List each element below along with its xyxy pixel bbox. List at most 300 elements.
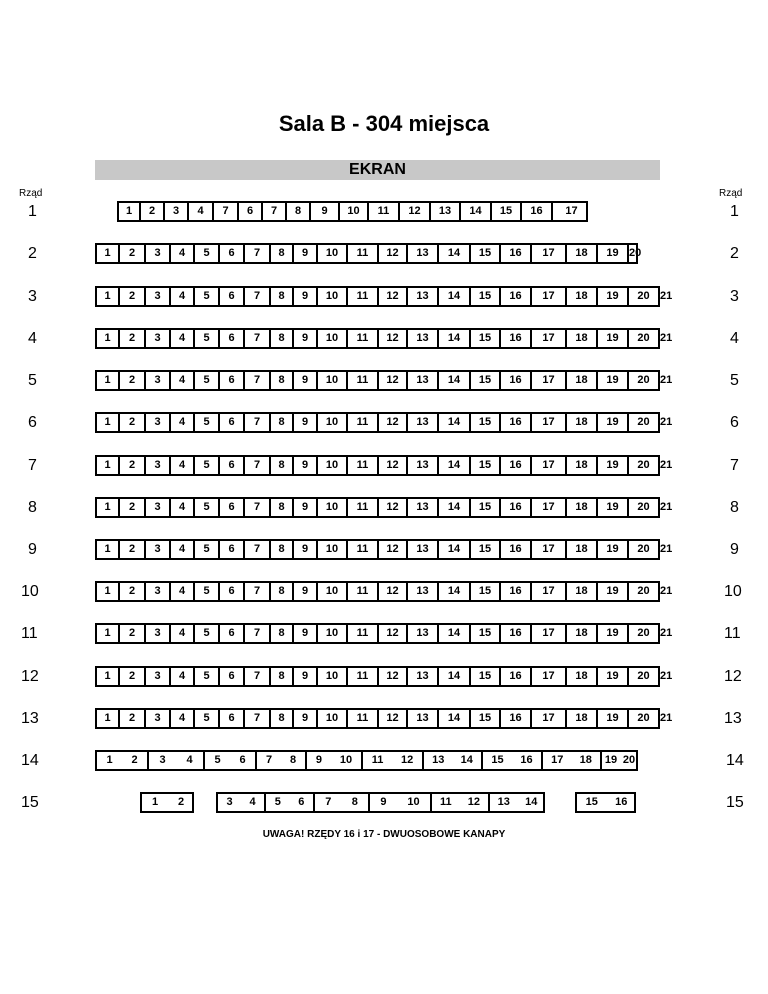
seat-5-5[interactable]: 5 [195, 372, 220, 389]
seat-3-1[interactable]: 1 [97, 288, 120, 305]
seat-6-3[interactable]: 3 [146, 414, 171, 431]
seat-9-7[interactable]: 7 [245, 541, 271, 558]
sofa-14-6[interactable] [363, 752, 424, 769]
seat-10-8[interactable]: 8 [271, 583, 294, 600]
row-label-right: 11 [724, 625, 741, 642]
seat-10-4[interactable]: 4 [171, 583, 195, 600]
seat-9-10[interactable]: 10 [318, 541, 348, 558]
seat-6-5[interactable]: 5 [195, 414, 220, 431]
seat-13-5[interactable]: 5 [195, 710, 220, 727]
seat-13-16[interactable]: 16 [501, 710, 532, 727]
seat-8-5[interactable]: 5 [195, 499, 220, 516]
seat-3-14[interactable]: 14 [439, 288, 471, 305]
seat-13-7[interactable]: 7 [245, 710, 271, 727]
seat-13-4[interactable]: 4 [171, 710, 195, 727]
seat-3-18[interactable]: 18 [567, 288, 598, 305]
seat-4-6[interactable]: 6 [220, 330, 245, 347]
seat-6-7[interactable]: 7 [245, 414, 271, 431]
seat-5-16[interactable]: 16 [501, 372, 532, 389]
seat-11-4[interactable]: 4 [171, 625, 195, 642]
seat-7-21[interactable]: 21 [660, 459, 673, 471]
seat-4-20[interactable]: 20 [629, 330, 660, 347]
seat-6-11[interactable]: 11 [348, 414, 379, 431]
seat-4-12[interactable]: 12 [379, 330, 408, 347]
sofa-15-1-2[interactable] [142, 794, 194, 811]
seat-1-13[interactable]: 13 [431, 203, 461, 220]
seat-1-16[interactable]: 16 [522, 203, 553, 220]
seat-6-20[interactable]: 20 [629, 414, 660, 431]
seat-10-9[interactable]: 9 [294, 583, 318, 600]
seat-9-1[interactable]: 1 [97, 541, 120, 558]
seat-10-17[interactable]: 17 [532, 583, 567, 600]
seat-9-3[interactable]: 3 [146, 541, 171, 558]
seat-8-21[interactable]: 21 [660, 501, 673, 513]
seat-10-18[interactable]: 18 [567, 583, 598, 600]
sofa-14-2[interactable] [149, 752, 205, 769]
seat-13-9[interactable]: 9 [294, 710, 318, 727]
seat-8-12[interactable]: 12 [379, 499, 408, 516]
sofa-15-5-6[interactable] [266, 794, 315, 811]
seat-7-9[interactable]: 9 [294, 457, 318, 474]
seat-13-6[interactable]: 6 [220, 710, 245, 727]
seat-12-21[interactable]: 21 [660, 670, 673, 682]
seat-11-21[interactable]: 21 [660, 627, 673, 639]
sofa-14-9[interactable] [543, 752, 602, 769]
sofa-14-4[interactable] [257, 752, 307, 769]
seat-3-6[interactable]: 6 [220, 288, 245, 305]
seat-11-10[interactable]: 10 [318, 625, 348, 642]
sofa-seat-number: 10 [339, 754, 353, 766]
seat-2-18[interactable]: 18 [567, 245, 598, 262]
seat-2-16[interactable]: 16 [501, 245, 532, 262]
seat-3-15[interactable]: 15 [471, 288, 501, 305]
sofa-15-7-8[interactable] [315, 794, 370, 811]
sofa-seat-number: 1 [106, 754, 113, 766]
seat-4-2[interactable]: 2 [120, 330, 146, 347]
seat-13-14[interactable]: 14 [439, 710, 471, 727]
seat-5-1[interactable]: 1 [97, 372, 120, 389]
seat-13-3[interactable]: 3 [146, 710, 171, 727]
seat-3-11[interactable]: 11 [348, 288, 379, 305]
seat-11-6[interactable]: 6 [220, 625, 245, 642]
seat-5-2[interactable]: 2 [120, 372, 146, 389]
seat-6-12[interactable]: 12 [379, 414, 408, 431]
seat-6-10[interactable]: 10 [318, 414, 348, 431]
seat-8-1[interactable]: 1 [97, 499, 120, 516]
seat-13-13[interactable]: 13 [408, 710, 439, 727]
seat-1-14[interactable]: 14 [461, 203, 492, 220]
seat-4-14[interactable]: 14 [439, 330, 471, 347]
seat-3-3[interactable]: 3 [146, 288, 171, 305]
seat-9-16[interactable]: 16 [501, 541, 532, 558]
seat-12-8[interactable]: 8 [271, 668, 294, 685]
seat-13-2[interactable]: 2 [120, 710, 146, 727]
seat-8-16[interactable]: 16 [501, 499, 532, 516]
seat-9-9[interactable]: 9 [294, 541, 318, 558]
seat-6-1[interactable]: 1 [97, 414, 120, 431]
seat-2-11[interactable]: 11 [348, 245, 379, 262]
seat-3-21[interactable]: 21 [660, 290, 673, 302]
seat-11-2[interactable]: 2 [120, 625, 146, 642]
seat-12-4[interactable]: 4 [171, 668, 195, 685]
seat-7-2[interactable]: 2 [120, 457, 146, 474]
seat-3-12[interactable]: 12 [379, 288, 408, 305]
seat-4-19[interactable]: 19 [598, 330, 629, 347]
seat-6-18[interactable]: 18 [567, 414, 598, 431]
seat-13-20[interactable]: 20 [629, 710, 660, 727]
seat-5-12[interactable]: 12 [379, 372, 408, 389]
seat-10-5[interactable]: 5 [195, 583, 220, 600]
seat-5-4[interactable]: 4 [171, 372, 195, 389]
seat-3-2[interactable]: 2 [120, 288, 146, 305]
seat-3-7[interactable]: 7 [245, 288, 271, 305]
seat-7-16[interactable]: 16 [501, 457, 532, 474]
seat-12-11[interactable]: 11 [348, 668, 379, 685]
seat-7-14[interactable]: 14 [439, 457, 471, 474]
seat-4-21[interactable]: 21 [660, 332, 673, 344]
seat-1-2[interactable]: 2 [141, 203, 165, 220]
seat-8-19[interactable]: 19 [598, 499, 629, 516]
sofa-15-13-14[interactable] [490, 794, 545, 811]
seat-7-17[interactable]: 17 [532, 457, 567, 474]
seat-3-4[interactable]: 4 [171, 288, 195, 305]
seat-13-15[interactable]: 15 [471, 710, 501, 727]
seat-7-12[interactable]: 12 [379, 457, 408, 474]
seat-8-14[interactable]: 14 [439, 499, 471, 516]
seat-10-1[interactable]: 1 [97, 583, 120, 600]
seat-7-15[interactable]: 15 [471, 457, 501, 474]
seat-7-19[interactable]: 19 [598, 457, 629, 474]
seat-9-20[interactable]: 20 [629, 541, 660, 558]
seat-13-1[interactable]: 1 [97, 710, 120, 727]
seat-12-15[interactable]: 15 [471, 668, 501, 685]
seat-5-10[interactable]: 10 [318, 372, 348, 389]
seat-7-3[interactable]: 3 [146, 457, 171, 474]
seat-8-7[interactable]: 7 [245, 499, 271, 516]
seat-11-14[interactable]: 14 [439, 625, 471, 642]
seat-5-6[interactable]: 6 [220, 372, 245, 389]
seat-12-9[interactable]: 9 [294, 668, 318, 685]
seat-7-7[interactable]: 7 [245, 457, 271, 474]
row-label-right: 12 [724, 668, 742, 685]
seat-5-20[interactable]: 20 [629, 372, 660, 389]
seat-8-15[interactable]: 15 [471, 499, 501, 516]
seat-10-14[interactable]: 14 [439, 583, 471, 600]
seat-2-5[interactable]: 5 [195, 245, 220, 262]
seat-1-10[interactable]: 10 [340, 203, 369, 220]
seat-6-13[interactable]: 13 [408, 414, 439, 431]
seat-9-13[interactable]: 13 [408, 541, 439, 558]
seat-12-3[interactable]: 3 [146, 668, 171, 685]
note-text: UWAGA! RZĘDY 16 i 17 - DWUOSOBOWE KANAPY [262, 829, 506, 840]
seat-12-16[interactable]: 16 [501, 668, 532, 685]
seat-8-17[interactable]: 17 [532, 499, 567, 516]
seat-2-6[interactable]: 6 [220, 245, 245, 262]
seat-9-5[interactable]: 5 [195, 541, 220, 558]
seat-6-16[interactable]: 16 [501, 414, 532, 431]
seat-5-18[interactable]: 18 [567, 372, 598, 389]
seat-1-3[interactable]: 3 [165, 203, 189, 220]
sofa-14-5[interactable] [307, 752, 363, 769]
seat-11-12[interactable]: 12 [379, 625, 408, 642]
seat-6-15[interactable]: 15 [471, 414, 501, 431]
seat-12-17[interactable]: 17 [532, 668, 567, 685]
seat-2-4[interactable]: 4 [171, 245, 195, 262]
seat-12-14[interactable]: 14 [439, 668, 471, 685]
seat-11-16[interactable]: 16 [501, 625, 532, 642]
seat-9-12[interactable]: 12 [379, 541, 408, 558]
seat-2-2[interactable]: 2 [120, 245, 146, 262]
seat-2-9[interactable]: 9 [294, 245, 318, 262]
seat-13-21[interactable]: 21 [660, 712, 673, 724]
seat-10-13[interactable]: 13 [408, 583, 439, 600]
seat-9-15[interactable]: 15 [471, 541, 501, 558]
seat-11-9[interactable]: 9 [294, 625, 318, 642]
seat-11-13[interactable]: 13 [408, 625, 439, 642]
seat-4-3[interactable]: 3 [146, 330, 171, 347]
sofa-seat-number: 3 [159, 754, 166, 766]
seat-5-15[interactable]: 15 [471, 372, 501, 389]
seat-10-12[interactable]: 12 [379, 583, 408, 600]
seat-6-14[interactable]: 14 [439, 414, 471, 431]
seat-10-3[interactable]: 3 [146, 583, 171, 600]
seat-10-20[interactable]: 20 [629, 583, 660, 600]
seat-6-21[interactable]: 21 [660, 416, 673, 428]
seat-3-17[interactable]: 17 [532, 288, 567, 305]
seat-11-15[interactable]: 15 [471, 625, 501, 642]
seat-10-10[interactable]: 10 [318, 583, 348, 600]
seat-5-19[interactable]: 19 [598, 372, 629, 389]
seat-4-8[interactable]: 8 [271, 330, 294, 347]
seat-2-13[interactable]: 13 [408, 245, 439, 262]
seat-10-15[interactable]: 15 [471, 583, 501, 600]
seat-7-8[interactable]: 8 [271, 457, 294, 474]
sofa-seat-number: 7 [325, 796, 332, 808]
seat-13-12[interactable]: 12 [379, 710, 408, 727]
seat-5-14[interactable]: 14 [439, 372, 471, 389]
seat-13-19[interactable]: 19 [598, 710, 629, 727]
seat-8-3[interactable]: 3 [146, 499, 171, 516]
seat-7-5[interactable]: 5 [195, 457, 220, 474]
row-label-right: 15 [726, 794, 744, 811]
sofa-14-10[interactable] [602, 752, 638, 769]
seat-13-17[interactable]: 17 [532, 710, 567, 727]
seat-6-6[interactable]: 6 [220, 414, 245, 431]
seat-8-6[interactable]: 6 [220, 499, 245, 516]
seat-1-7[interactable]: 7 [263, 203, 287, 220]
seat-2-12[interactable]: 12 [379, 245, 408, 262]
seat-8-4[interactable]: 4 [171, 499, 195, 516]
seat-4-11[interactable]: 11 [348, 330, 379, 347]
seat-3-5[interactable]: 5 [195, 288, 220, 305]
seat-11-11[interactable]: 11 [348, 625, 379, 642]
seat-5-7[interactable]: 7 [245, 372, 271, 389]
sofa-seat-number: 9 [315, 754, 323, 766]
sofa-14-1[interactable] [97, 752, 149, 769]
seat-11-8[interactable]: 8 [271, 625, 294, 642]
seat-2-8[interactable]: 8 [271, 245, 294, 262]
seat-1-17[interactable]: 17 [565, 205, 578, 217]
seat-11-7[interactable]: 7 [245, 625, 271, 642]
seat-11-19[interactable]: 19 [598, 625, 629, 642]
seat-12-13[interactable]: 13 [408, 668, 439, 685]
seat-10-16[interactable]: 16 [501, 583, 532, 600]
seat-12-18[interactable]: 18 [567, 668, 598, 685]
seat-5-11[interactable]: 11 [348, 372, 379, 389]
seat-10-7[interactable]: 7 [245, 583, 271, 600]
seat-12-20[interactable]: 20 [629, 668, 660, 685]
seat-8-8[interactable]: 8 [271, 499, 294, 516]
seat-9-2[interactable]: 2 [120, 541, 146, 558]
seat-3-19[interactable]: 19 [598, 288, 629, 305]
seat-5-3[interactable]: 3 [146, 372, 171, 389]
seat-8-11[interactable]: 11 [348, 499, 379, 516]
seat-7-11[interactable]: 11 [348, 457, 379, 474]
seat-2-20[interactable]: 20 [629, 247, 642, 259]
seat-9-21[interactable]: 21 [660, 543, 673, 555]
seat-3-9[interactable]: 9 [294, 288, 318, 305]
seat-4-16[interactable]: 16 [501, 330, 532, 347]
seat-11-20[interactable]: 20 [629, 625, 660, 642]
seat-12-5[interactable]: 5 [195, 668, 220, 685]
seat-3-13[interactable]: 13 [408, 288, 439, 305]
seat-2-14[interactable]: 14 [439, 245, 471, 262]
seat-10-11[interactable]: 11 [348, 583, 379, 600]
seat-3-20[interactable]: 20 [629, 288, 660, 305]
seat-4-4[interactable]: 4 [171, 330, 195, 347]
sofa-15-11-12[interactable] [432, 794, 490, 811]
seat-9-17[interactable]: 17 [532, 541, 567, 558]
seat-7-6[interactable]: 6 [220, 457, 245, 474]
seat-row-3 [95, 286, 673, 307]
seat-2-10[interactable]: 10 [318, 245, 348, 262]
seat-6-9[interactable]: 9 [294, 414, 318, 431]
seat-4-15[interactable]: 15 [471, 330, 501, 347]
seat-2-7[interactable]: 7 [245, 245, 271, 262]
seat-11-5[interactable]: 5 [195, 625, 220, 642]
seat-1-15[interactable]: 15 [492, 203, 522, 220]
seat-13-18[interactable]: 18 [567, 710, 598, 727]
sofa-15-15-16[interactable] [577, 794, 636, 811]
seat-1-11[interactable]: 11 [369, 203, 400, 220]
seat-5-9[interactable]: 9 [294, 372, 318, 389]
seat-12-1[interactable]: 1 [97, 668, 120, 685]
seat-11-1[interactable]: 1 [97, 625, 120, 642]
seat-6-8[interactable]: 8 [271, 414, 294, 431]
seat-1-4[interactable]: 4 [189, 203, 214, 220]
seat-8-20[interactable]: 20 [629, 499, 660, 516]
seat-7-4[interactable]: 4 [171, 457, 195, 474]
seat-4-18[interactable]: 18 [567, 330, 598, 347]
seat-2-19[interactable]: 19 [598, 245, 629, 262]
row-label-left: 2 [28, 245, 37, 262]
seat-1-5[interactable]: 7 [214, 203, 239, 220]
seat-4-7[interactable]: 7 [245, 330, 271, 347]
seat-5-21[interactable]: 21 [660, 374, 673, 386]
seat-6-19[interactable]: 19 [598, 414, 629, 431]
seat-9-11[interactable]: 11 [348, 541, 379, 558]
seat-3-10[interactable]: 10 [318, 288, 348, 305]
seat-4-10[interactable]: 10 [318, 330, 348, 347]
seat-10-19[interactable]: 19 [598, 583, 629, 600]
seat-2-1[interactable]: 1 [97, 245, 120, 262]
seat-5-8[interactable]: 8 [271, 372, 294, 389]
seat-1-12[interactable]: 12 [400, 203, 431, 220]
sofa-seat-number: 12 [467, 796, 480, 808]
sofa-15-3-4[interactable] [218, 794, 266, 811]
seat-1-9[interactable]: 9 [311, 203, 340, 220]
seat-1-1[interactable]: 1 [119, 203, 141, 220]
seat-9-8[interactable]: 8 [271, 541, 294, 558]
seat-10-21[interactable]: 21 [660, 585, 673, 597]
seat-11-18[interactable]: 18 [567, 625, 598, 642]
seat-13-8[interactable]: 8 [271, 710, 294, 727]
seat-11-3[interactable]: 3 [146, 625, 171, 642]
seat-3-16[interactable]: 16 [501, 288, 532, 305]
seat-8-13[interactable]: 13 [408, 499, 439, 516]
seat-4-5[interactable]: 5 [195, 330, 220, 347]
seat-13-11[interactable]: 11 [348, 710, 379, 727]
seat-2-15[interactable]: 15 [471, 245, 501, 262]
seat-9-4[interactable]: 4 [171, 541, 195, 558]
seat-4-9[interactable]: 9 [294, 330, 318, 347]
seat-7-1[interactable]: 1 [97, 457, 120, 474]
sofa-14-8[interactable] [483, 752, 543, 769]
seat-7-20[interactable]: 20 [629, 457, 660, 474]
sofa-14-3[interactable] [205, 752, 257, 769]
seat-8-18[interactable]: 18 [567, 499, 598, 516]
seat-8-2[interactable]: 2 [120, 499, 146, 516]
seat-7-18[interactable]: 18 [567, 457, 598, 474]
seat-12-6[interactable]: 6 [220, 668, 245, 685]
seat-7-13[interactable]: 13 [408, 457, 439, 474]
seat-5-17[interactable]: 17 [532, 372, 567, 389]
seat-4-17[interactable]: 17 [532, 330, 567, 347]
seat-11-17[interactable]: 17 [532, 625, 567, 642]
seat-7-10[interactable]: 10 [318, 457, 348, 474]
seat-9-18[interactable]: 18 [567, 541, 598, 558]
seat-12-12[interactable]: 12 [379, 668, 408, 685]
seat-8-9[interactable]: 9 [294, 499, 318, 516]
sofa-14-7[interactable] [424, 752, 483, 769]
seat-3-8[interactable]: 8 [271, 288, 294, 305]
seat-12-2[interactable]: 2 [120, 668, 146, 685]
seat-10-2[interactable]: 2 [120, 583, 146, 600]
seat-12-10[interactable]: 10 [318, 668, 348, 685]
seat-6-17[interactable]: 17 [532, 414, 567, 431]
sofa-15-9-10[interactable] [370, 794, 432, 811]
seat-8-10[interactable]: 10 [318, 499, 348, 516]
seat-12-19[interactable]: 19 [598, 668, 629, 685]
seat-5-13[interactable]: 13 [408, 372, 439, 389]
seat-1-8[interactable]: 8 [287, 203, 311, 220]
seat-12-7[interactable]: 7 [245, 668, 271, 685]
seat-9-14[interactable]: 14 [439, 541, 471, 558]
seat-1-6[interactable]: 6 [239, 203, 263, 220]
seat-9-19[interactable]: 19 [598, 541, 629, 558]
seat-6-4[interactable]: 4 [171, 414, 195, 431]
seat-2-17[interactable]: 17 [532, 245, 567, 262]
seat-4-13[interactable]: 13 [408, 330, 439, 347]
seat-2-3[interactable]: 3 [146, 245, 171, 262]
sofa-seat-number: 3 [226, 796, 233, 808]
seat-6-2[interactable]: 2 [120, 414, 146, 431]
seat-10-6[interactable]: 6 [220, 583, 245, 600]
seat-4-1[interactable]: 1 [97, 330, 120, 347]
seat-9-6[interactable]: 6 [220, 541, 245, 558]
row-label-left: 12 [21, 668, 39, 685]
seat-13-10[interactable]: 10 [318, 710, 348, 727]
